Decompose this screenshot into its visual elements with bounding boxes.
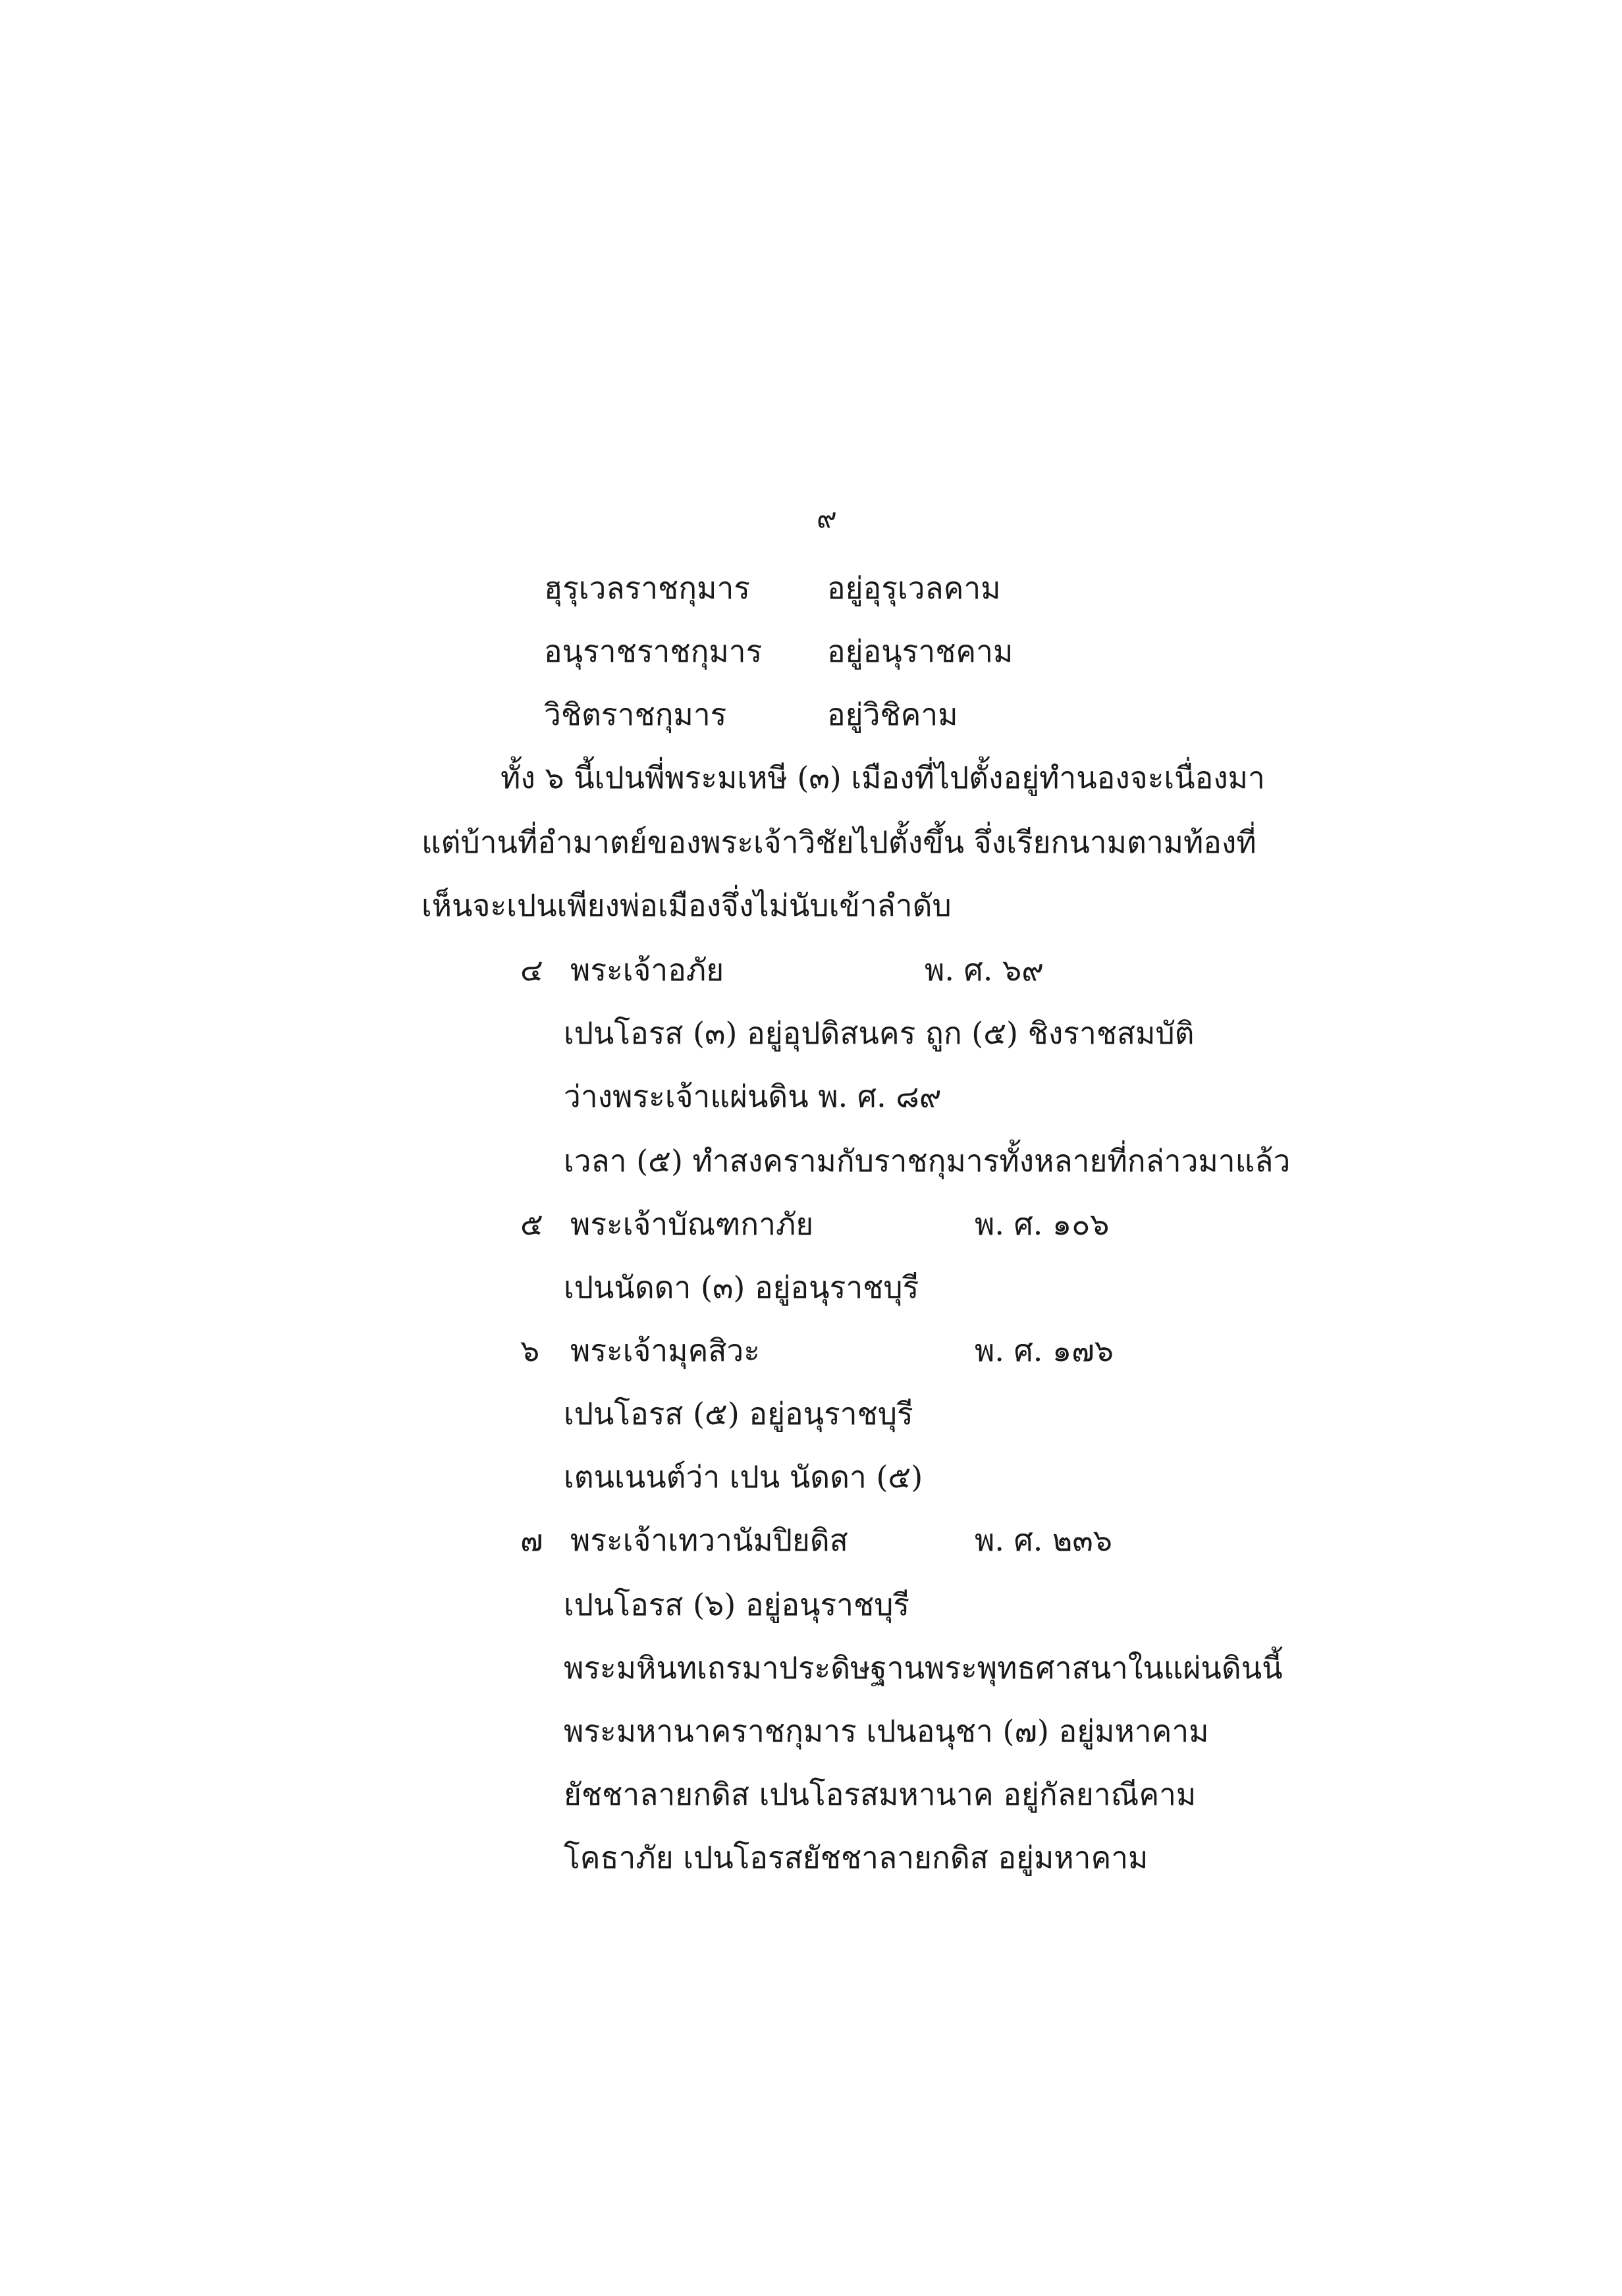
paragraph-line: แต่บ้านที่อำมาตย์ของพระเจ้าวิชัยไปตั้งขึ้น จึ่งเรียกนามตามท้องที่ xyxy=(421,824,1257,860)
prince-name: ฮุรุเวลราชกุมาร xyxy=(544,570,750,606)
prince-place: อยู่อุรุเวลคาม xyxy=(827,570,1001,606)
king-detail: เปนโอรส (๕) อยู่อนุราชบุรี xyxy=(564,1396,913,1431)
king-detail: เตนเนนต์ว่า เปน นัดดา (๕) xyxy=(564,1459,923,1495)
prince-name: วิชิตราชกุมาร xyxy=(544,697,727,732)
king-detail: ว่างพระเจ้าแผ่นดิน พ. ศ. ๘๙ xyxy=(564,1079,942,1114)
page-number: ๙ xyxy=(817,502,837,534)
paragraph-line: เห็นจะเปนเพียงพ่อเมืองจึ่งไม่นับเข้าลำดับ xyxy=(421,888,952,923)
king-date: พ. ศ. ๖๙ xyxy=(925,952,1044,988)
king-detail: พระมหานาคราชกุมาร เปนอนุชา (๗) อยู่มหาคาม xyxy=(564,1713,1209,1749)
paragraph-line: ทั้ง ๖ นี้เปนพี่พระมเหษี (๓) เมืองที่ไปตั้งอยู่ทำนองจะเนื่องมา xyxy=(500,760,1265,795)
prince-place: อยู่อนุราชคาม xyxy=(827,633,1014,669)
king-number: ๗ xyxy=(520,1522,543,1558)
king-number: ๕ xyxy=(520,1206,543,1242)
king-date: พ. ศ. ๒๓๖ xyxy=(975,1522,1112,1558)
king-detail: เวลา (๕) ทำสงครามกับราชกุมารทั้งหลายที่กล่าวมาแล้ว xyxy=(564,1143,1291,1179)
king-number: ๔ xyxy=(520,952,543,988)
prince-place: อยู่วิชิคาม xyxy=(827,697,958,732)
king-detail: พระมหินทเถรมาประดิษฐานพระพุทธศาสนาในแผ่นดินนี้ xyxy=(564,1650,1283,1686)
king-detail: ยัชชาลายกดิส เปนโอรสมหานาค อยู่กัลยาณีคาม xyxy=(564,1776,1197,1812)
king-name: พระเจ้าบัณฑกาภัย xyxy=(570,1206,814,1242)
prince-name: อนุราชราชกุมาร xyxy=(544,633,763,669)
king-detail: เปนโอรส (๓) อยู่อุปดิสนคร ถูก (๕) ชิงราชสมบัติ xyxy=(564,1015,1195,1051)
king-detail: เปนโอรส (๖) อยู่อนุราชบุรี xyxy=(564,1587,910,1622)
king-name: พระเจ้ามุคสิวะ xyxy=(570,1333,760,1368)
king-date: พ. ศ. ๑๐๖ xyxy=(975,1206,1110,1242)
king-detail: เปนนัดดา (๓) อยู่อนุราชบุรี xyxy=(564,1269,919,1305)
king-date: พ. ศ. ๑๗๖ xyxy=(975,1333,1114,1368)
king-name: พระเจ้าอภัย xyxy=(570,952,724,988)
king-detail: โคธาภัย เปนโอรสยัชชาลายกดิส อยู่มหาคาม xyxy=(564,1840,1149,1875)
king-name: พระเจ้าเทวานัมปิยดิส xyxy=(570,1522,848,1558)
king-number: ๖ xyxy=(520,1333,540,1368)
